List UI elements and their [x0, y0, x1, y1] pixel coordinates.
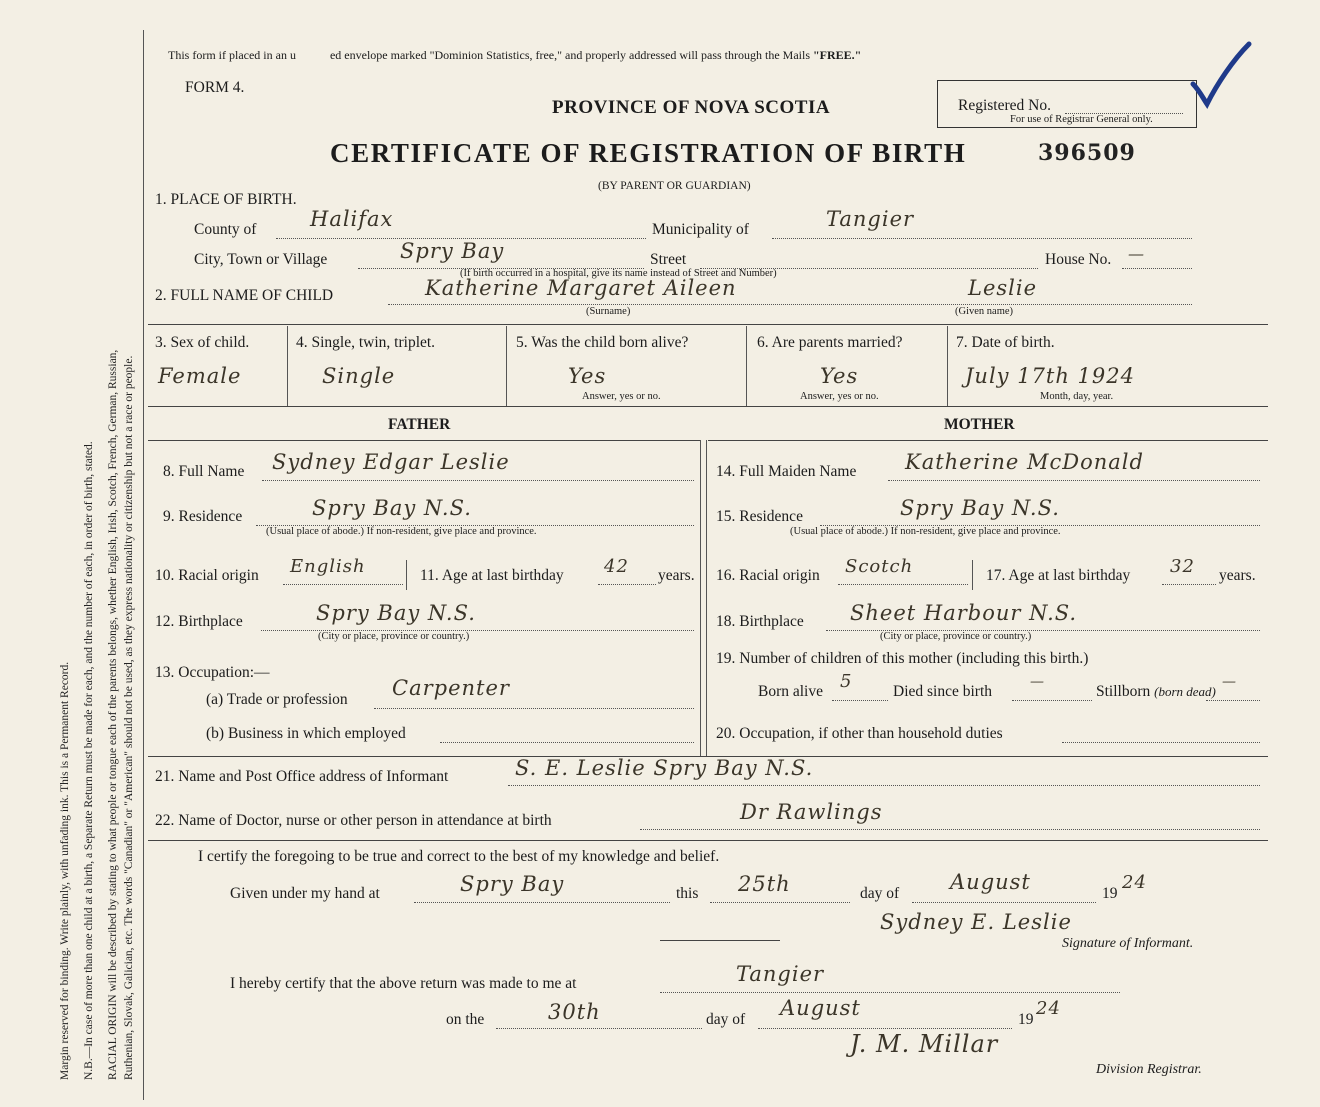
registrar-day-value: 30th — [548, 1000, 601, 1024]
sex-label: 3. Sex of child. — [155, 334, 250, 351]
mother-birthplace-note: (City or place, province or country.) — [880, 631, 1032, 642]
alive-note: Answer, yes or no. — [582, 391, 661, 402]
dob-note: Month, day, year. — [1040, 391, 1114, 402]
binding-margin-line — [143, 30, 144, 1100]
father-age-label: 11. Age at last birthday — [420, 567, 564, 584]
check-mark-icon — [1185, 38, 1255, 110]
father-name-label: 8. Full Name — [163, 463, 245, 480]
registered-number: 396509 — [1038, 140, 1136, 166]
alive-value: Yes — [568, 364, 607, 388]
doctor-label: 22. Name of Doctor, nurse or other person in attendance at birth — [155, 812, 552, 829]
father-residence-value: Spry Bay N.S. — [312, 496, 472, 520]
father-heading: FATHER — [388, 416, 451, 433]
municipality-label: Municipality of — [652, 221, 749, 238]
year-prefix: 19 — [1102, 885, 1118, 902]
mother-name-value: Katherine McDonald — [905, 450, 1144, 474]
given-name-note: (Given name) — [955, 306, 1014, 317]
registrar-signature: J. M. Millar — [850, 1030, 999, 1058]
married-label: 6. Are parents married? — [757, 334, 903, 351]
child-name-label: 2. FULL NAME OF CHILD — [155, 287, 334, 304]
children-count-label: 19. Number of children of this mother (including this birth.) — [716, 650, 1089, 667]
died-label: Died since birth — [893, 683, 993, 700]
father-years-label: years. — [658, 567, 695, 584]
margin-note-binding: Margin reserved for binding. Write plainly, with unfading ink. This is a Permanent Record. — [59, 661, 71, 1080]
mother-residence-value: Spry Bay N.S. — [900, 496, 1060, 520]
father-birthplace-note: (City or place, province or country.) — [318, 631, 470, 642]
dob-value: July 17th 1924 — [965, 364, 1136, 388]
given-under-label: Given under my hand at — [230, 885, 380, 902]
business-label: (b) Business in which employed — [206, 725, 406, 742]
margin-note-racial-origin-cont: Ruthenian, Slovak, Galician, etc. The words "Canadian" or "American" should not be used, as they express nationality or citizenship but not a race or people. — [123, 355, 135, 1080]
mother-name-label: 14. Full Maiden Name — [716, 463, 857, 480]
occupation-label: 13. Occupation:— — [155, 664, 270, 681]
father-residence-label: 9. Residence — [163, 508, 243, 525]
mail-note: This form if placed in an u ed envelope marked "Dominion Statistics, free," and properly addressed will pass through the Mails "FREE." — [168, 48, 862, 62]
father-age-value: 42 — [604, 556, 629, 577]
father-residence-note: (Usual place of abode.) If non-resident, give place and province. — [266, 526, 537, 537]
municipality-value: Tangier — [826, 207, 915, 231]
registrar-month-value: August — [780, 996, 861, 1020]
informant-value: S. E. Leslie Spry Bay N.S. — [515, 756, 814, 780]
father-birthplace-label: 12. Birthplace — [155, 613, 243, 630]
day-value: 25th — [738, 872, 791, 896]
doctor-value: Dr Rawlings — [740, 800, 883, 824]
margin-note-racial-origin: RACIAL ORIGIN will be described by stating to what people or tongue each of the parents belongs, whether English, Irish, Scotch, French, German, Russian, — [107, 349, 119, 1080]
registrar-year-prefix: 19 — [1018, 1011, 1034, 1028]
stillborn-value: — — [1222, 674, 1237, 690]
mother-occupation-label: 20. Occupation, if other than household duties — [716, 725, 1003, 742]
province-heading: PROVINCE OF NOVA SCOTIA — [552, 97, 831, 118]
stillborn-label: Stillborn (born dead) — [1096, 683, 1216, 700]
mother-residence-label: 15. Residence — [716, 508, 803, 525]
born-alive-label: Born alive — [758, 683, 823, 700]
child-surname-value: Leslie — [968, 276, 1038, 300]
alive-label: 5. Was the child born alive? — [516, 334, 689, 351]
father-name-value: Sydney Edgar Leslie — [272, 450, 510, 474]
father-race-value: English — [290, 556, 366, 577]
mother-residence-note: (Usual place of abode.) If non-resident, give place and province. — [790, 526, 1061, 537]
sex-value: Female — [158, 364, 242, 388]
died-value: — — [1030, 674, 1045, 690]
registered-label: Registered No. — [958, 97, 1051, 114]
mother-heading: MOTHER — [944, 416, 1015, 433]
registrar-year-value: 24 — [1036, 998, 1061, 1019]
house-label: House No. — [1045, 251, 1112, 268]
given-place-value: Spry Bay — [460, 872, 565, 896]
mother-race-label: 16. Racial origin — [716, 567, 820, 584]
married-value: Yes — [820, 364, 859, 388]
mother-years-label: years. — [1219, 567, 1256, 584]
this-label: this — [676, 885, 699, 902]
year-value: 24 — [1122, 872, 1147, 893]
page-title: CERTIFICATE OF REGISTRATION OF BIRTH — [330, 138, 967, 168]
informant-signature-label: Signature of Informant. — [1062, 936, 1194, 951]
month-value: August — [950, 870, 1031, 894]
child-given-value: Katherine Margaret Aileen — [425, 276, 737, 300]
born-alive-value: 5 — [840, 671, 853, 692]
registrar-signature-label: Division Registrar. — [1096, 1062, 1202, 1077]
mother-age-value: 32 — [1170, 556, 1195, 577]
certify-statement: I certify the foregoing to be true and correct to the best of my knowledge and belief. — [198, 848, 720, 865]
registrar-place-value: Tangier — [736, 962, 825, 986]
informant-signature: Sydney E. Leslie — [880, 910, 1072, 934]
day-of-label: day of — [860, 885, 900, 902]
registrar-day-of-label: day of — [706, 1011, 746, 1028]
registered-note: For use of Registrar General only. — [1010, 114, 1153, 125]
place-heading: 1. PLACE OF BIRTH. — [155, 191, 297, 208]
plurality-label: 4. Single, twin, triplet. — [296, 334, 436, 351]
plurality-value: Single — [322, 364, 396, 388]
mother-age-label: 17. Age at last birthday — [986, 567, 1131, 584]
county-value: Halifax — [310, 207, 394, 231]
dob-label: 7. Date of birth. — [956, 334, 1055, 351]
street-label: Street — [650, 251, 687, 268]
informant-label: 21. Name and Post Office address of Informant — [155, 768, 449, 785]
margin-note-multiple-births: N.B.—In case of more than one child at a birth, a Separate Return must be made for each, and the number of each, in order of birth, stated. — [83, 441, 95, 1080]
mother-race-value: Scotch — [845, 556, 914, 577]
father-race-label: 10. Racial origin — [155, 567, 259, 584]
trade-label: (a) Trade or profession — [206, 691, 348, 708]
surname-note: (Surname) — [586, 306, 631, 317]
city-value: Spry Bay — [400, 239, 505, 263]
father-birthplace-value: Spry Bay N.S. — [316, 601, 476, 625]
page-subtitle: (BY PARENT OR GUARDIAN) — [598, 180, 751, 192]
mother-birthplace-value: Sheet Harbour N.S. — [850, 601, 1078, 625]
mother-birthplace-label: 18. Birthplace — [716, 613, 804, 630]
married-note: Answer, yes or no. — [800, 391, 879, 402]
on-the-label: on the — [446, 1011, 485, 1028]
county-label: County of — [194, 221, 257, 238]
trade-value: Carpenter — [392, 676, 510, 700]
hospital-note: (If birth occurred in a hospital, give its name instead of Street and Number) — [460, 268, 777, 279]
city-label: City, Town or Village — [194, 251, 328, 268]
registrar-statement: I hereby certify that the above return was made to me at — [230, 975, 577, 992]
form-number: FORM 4. — [185, 79, 245, 96]
house-value: — — [1128, 244, 1145, 263]
